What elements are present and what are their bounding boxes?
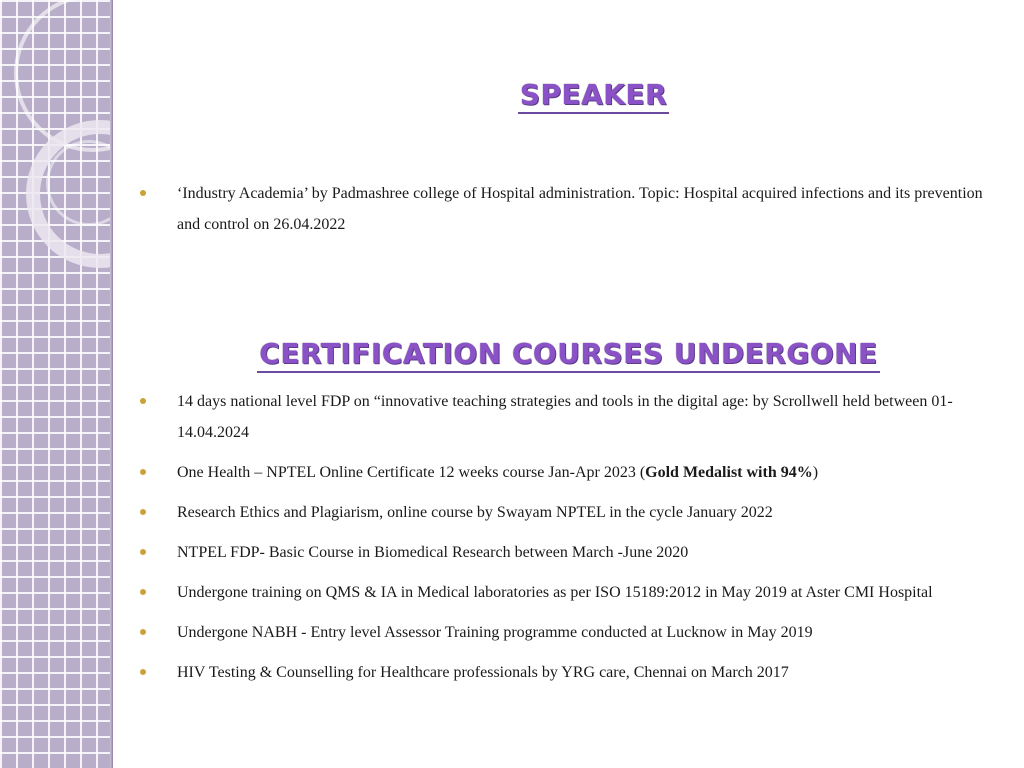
list-item [140,497,990,528]
speaker-heading-text: SPEAKER [518,78,669,114]
certifications-list [140,386,990,697]
list-item-text: Undergone NABH - Entry level Assessor Training programme conducted at Lucknow in May 2019 [177,624,813,641]
certifications-heading [113,337,1024,370]
list-item-text: 14 days national level FDP on “innovative teaching strategies and tools in the digital age: by Scrollwell held between 01-14.04.2024 [177,393,953,441]
bullet-icon [140,509,146,515]
gold-medal-highlight: Gold Medalist with 94% [645,464,813,481]
bullet-icon [140,398,146,404]
list-item-text: NTPEL FDP- Basic Course in Biomedical Research between March -June 2020 [177,544,689,561]
list-item [140,577,990,608]
list-item [140,657,990,688]
bullet-icon [140,629,146,635]
certifications-heading-text: CERTIFICATION COURSES UNDERGONE [257,337,879,373]
list-item [140,178,990,240]
bullet-icon [140,549,146,555]
bullet-icon [140,589,146,595]
list-item [140,537,990,568]
list-item [140,617,990,648]
list-item-text: HIV Testing & Counselling for Healthcare professionals by YRG care, Chennai on March 2017 [177,664,789,681]
list-item-text: One Health – NPTEL Online Certificate 12 weeks course Jan-Apr 2023 (Gold Medalist with 94%) [177,464,819,481]
bullet-icon [140,190,146,196]
speaker-heading [113,78,1024,111]
list-item [140,457,990,488]
list-item-text: Undergone training on QMS & IA in Medical laboratories as per ISO 15189:2012 in May 2019 at Aster CMI Hospital [177,584,933,601]
list-item [140,386,990,448]
bullet-icon [140,669,146,675]
list-item-text: ‘Industry Academia’ by Padmashree college of Hospital administration. Topic: Hospital acquired infections and its prevention and control on 26.04.2022 [177,185,983,233]
bullet-icon [140,469,146,475]
decorative-side-band [0,0,113,768]
list-item-text: Research Ethics and Plagiarism, online course by Swayam NPTEL in the cycle January 2022 [177,504,773,521]
speaker-list [140,178,990,249]
